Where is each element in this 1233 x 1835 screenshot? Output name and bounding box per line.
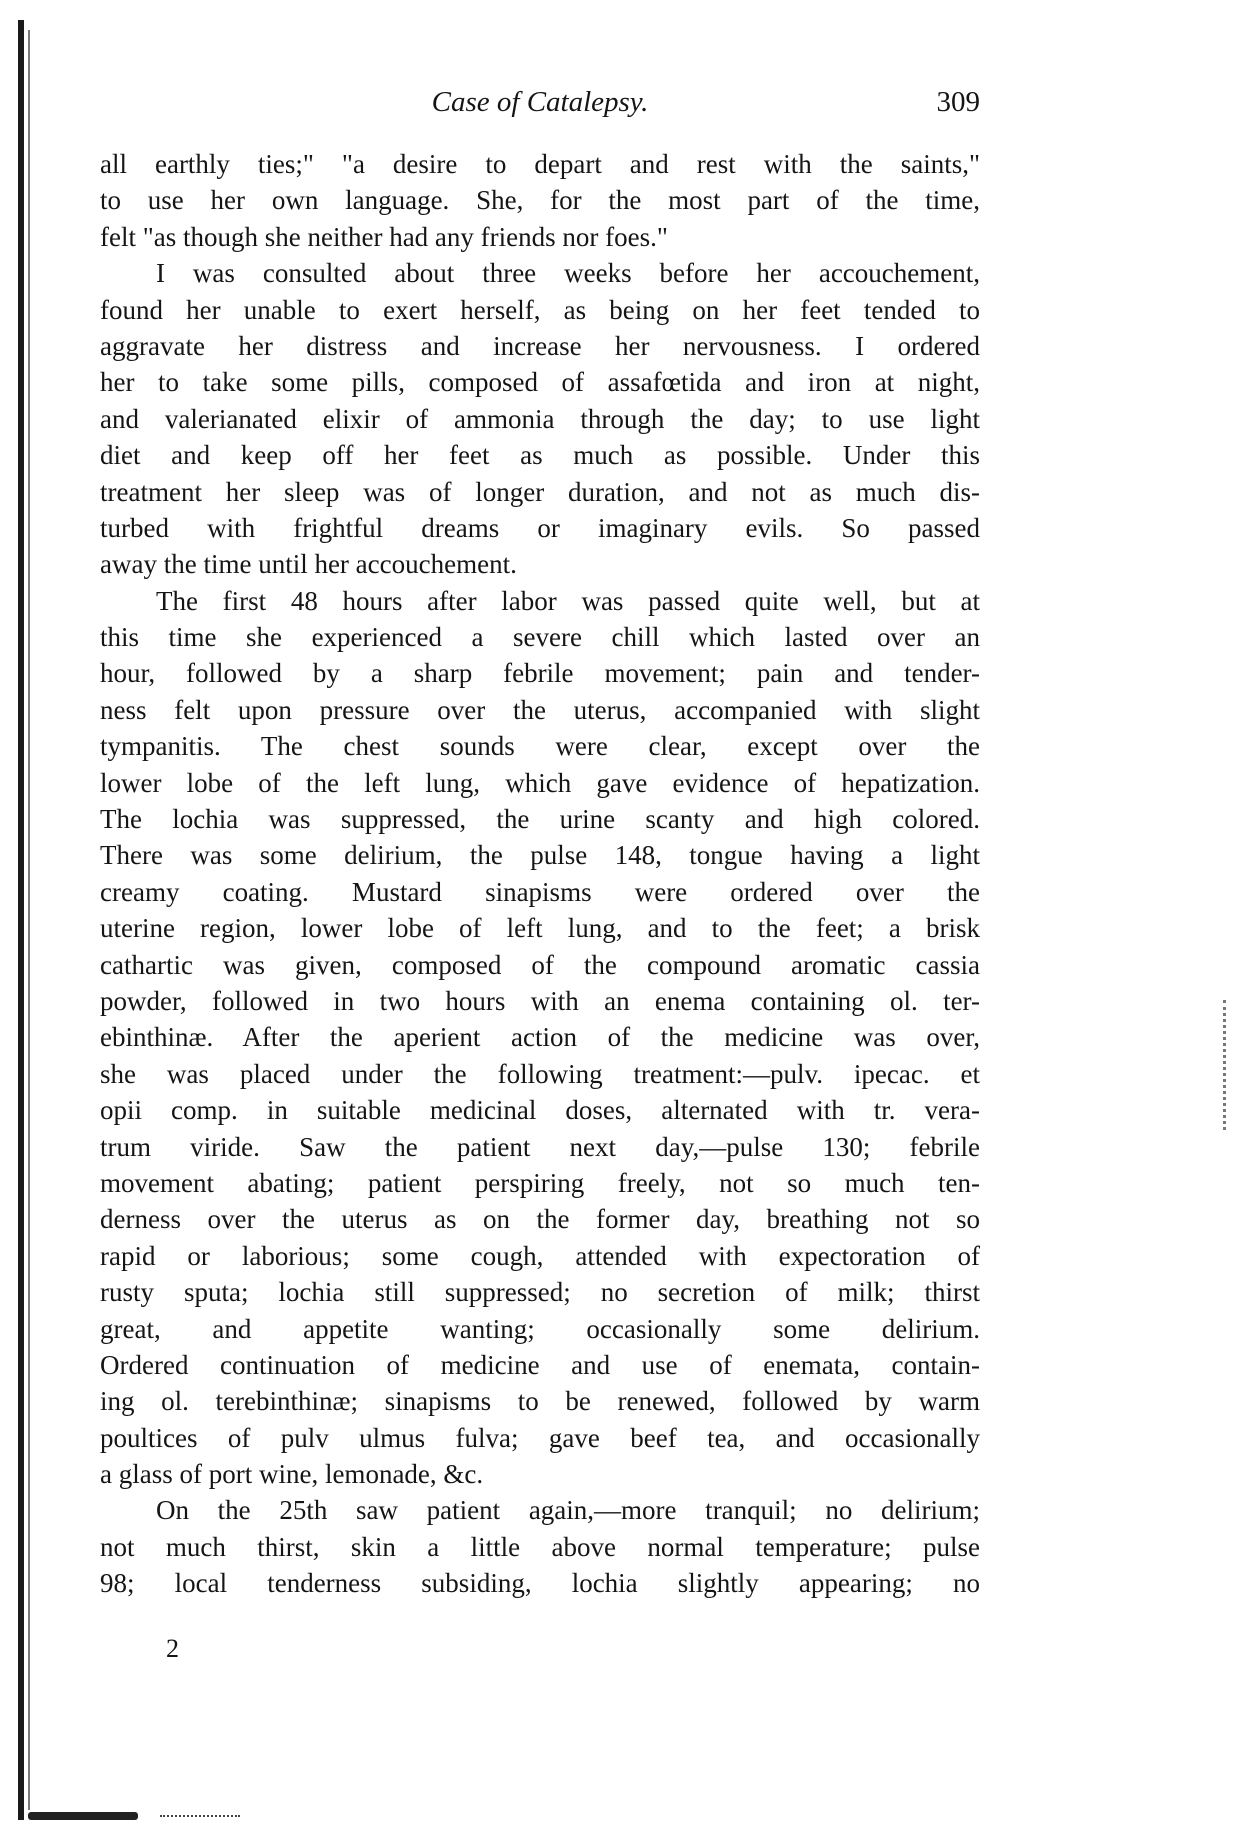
text-line: 98; local tenderness subsiding, lochia slightly appearing; no (100, 1568, 980, 1599)
text-line: great, and appetite wanting; occasionally some delirium. (100, 1313, 980, 1344)
text-line: On the 25th saw patient again,—more tranquil; no delirium; (156, 1495, 980, 1526)
text-line: ing ol. terebinthinæ; sinapisms to be renewed, followed by warm (100, 1386, 980, 1417)
text-line: her to take some pills, composed of assafœtida and iron at night, (100, 367, 980, 398)
text-line: trum viride. Saw the patient next day,—pulse 130; febrile (100, 1131, 980, 1162)
scan-margin-mark (1223, 1000, 1229, 1130)
text-line: felt "as though she neither had any friends nor foes." (100, 221, 668, 252)
text-line: There was some delirium, the pulse 148, tongue having a light (100, 840, 980, 871)
text-line: diet and keep off her feet as much as possible. Under this (100, 440, 980, 471)
text-line: ness felt upon pressure over the uterus, accompanied with slight (100, 694, 980, 725)
page-number: 309 (936, 86, 980, 118)
scan-dots (160, 1815, 240, 1819)
scan-smudge (28, 1812, 138, 1820)
text-line: found her unable to exert herself, as being on her feet tended to (100, 294, 980, 325)
text-line: The lochia was suppressed, the urine scanty and high colored. (100, 804, 980, 835)
text-line: she was placed under the following treatment:—pulv. ipecac. et (100, 1058, 980, 1089)
page-header (100, 86, 980, 126)
text-line: aggravate her distress and increase her nervousness. I ordered (100, 330, 980, 361)
text-line: poultices of pulv ulmus fulva; gave beef tea, and occasionally (100, 1422, 980, 1453)
text-line: I was consulted about three weeks before her accouchement, (156, 258, 980, 289)
scan-binding-shadow (28, 30, 30, 1810)
running-head: Case of Catalepsy. (431, 86, 649, 118)
text-line: movement abating; patient perspiring freely, not so much ten- (100, 1167, 980, 1198)
text-line: and valerianated elixir of ammonia through the day; to use light (100, 403, 980, 434)
text-line: rapid or laborious; some cough, attended with expectoration of (100, 1240, 980, 1271)
text-line: uterine region, lower lobe of left lung, and to the feet; a brisk (100, 913, 980, 944)
signature-mark: 2 (166, 1634, 179, 1663)
text-line: treatment her sleep was of longer duration, and not as much dis- (100, 476, 980, 507)
text-line: not much thirst, skin a little above normal temperature; pulse (100, 1531, 980, 1562)
text-line: to use her own language. She, for the most part of the time, (100, 185, 980, 216)
text-line: opii comp. in suitable medicinal doses, alternated with tr. vera- (100, 1095, 980, 1126)
text-line: rusty sputa; lochia still suppressed; no secretion of milk; thirst (100, 1277, 980, 1308)
text-line: hour, followed by a sharp febrile movement; pain and tender- (100, 658, 980, 689)
text-line: The first 48 hours after labor was passed quite well, but at (156, 585, 980, 616)
text-line: Ordered continuation of medicine and use of enemata, contain- (100, 1349, 980, 1380)
text-line: away the time until her accouchement. (100, 549, 517, 580)
text-line: all earthly ties;" "a desire to depart and rest with the saints," (100, 149, 980, 179)
text-line: a glass of port wine, lemonade, &c. (100, 1459, 484, 1490)
text-line: ebinthinæ. After the aperient action of the medicine was over, (100, 1022, 980, 1053)
text-line: powder, followed in two hours with an enema containing ol. ter- (100, 985, 980, 1016)
body-text (100, 146, 980, 1602)
text-line: turbed with frightful dreams or imaginary evils. So passed (100, 512, 980, 543)
scan-binding-edge (18, 20, 24, 1820)
text-line: derness over the uterus as on the former day, breathing not so (100, 1204, 980, 1235)
text-line: creamy coating. Mustard sinapisms were ordered over the (100, 876, 980, 907)
text-line: this time she experienced a severe chill which lasted over an (100, 622, 980, 653)
text-line: tympanitis. The chest sounds were clear, except over the (100, 731, 980, 762)
text-line: cathartic was given, composed of the compound aromatic cassia (100, 949, 980, 980)
text-line: lower lobe of the left lung, which gave evidence of hepatization. (100, 767, 980, 798)
